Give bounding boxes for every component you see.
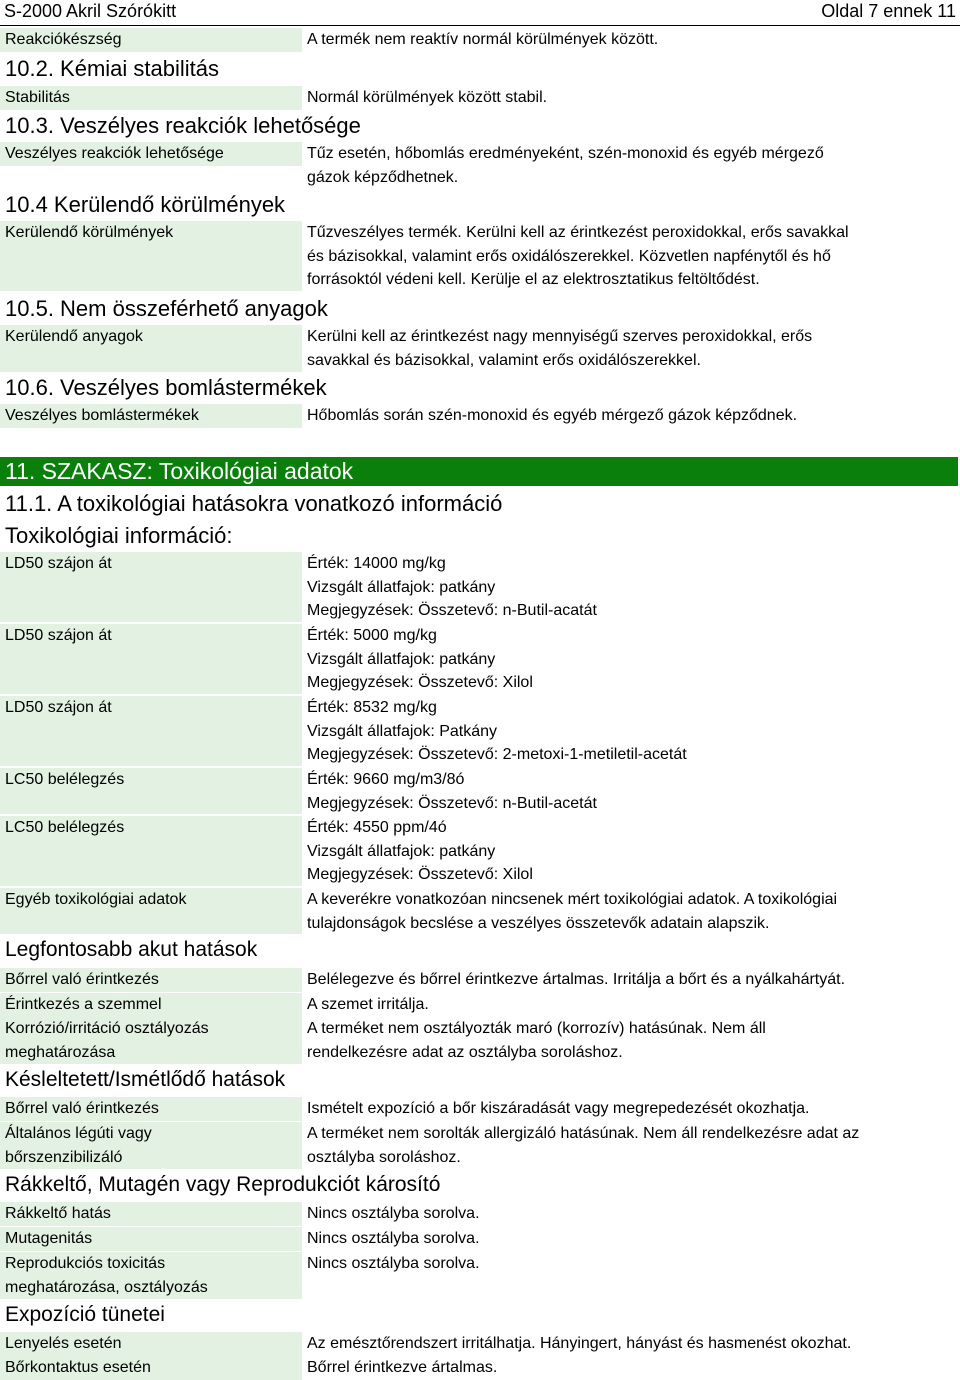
value-line: és bázisokkal, valamint erős oxidálószerekkel. Közvetlen napfénytől és hő [307, 247, 831, 265]
value-line: tulajdonságok becslése a veszélyes összetevők adatain alapszik. [307, 914, 770, 932]
section-11-bar: 11. SZAKASZ: Toxikológiai adatok [0, 457, 958, 486]
row-value: Az emésztőrendszert irritálhatja. Hányingert, hányást és hasmenést okozhat. [307, 1335, 852, 1352]
acute-effects-heading: Legfontosabb akut hatások [5, 938, 258, 961]
row-label: Érintkezés a szemmel [0, 993, 302, 1017]
value-line: Megjegyzések: Összetevő: Xilol [307, 674, 533, 691]
value-line: forrásoktól védeni kell. Kerülje el az elektrosztatikus feltöltődést. [307, 271, 760, 288]
row-value [307, 142, 907, 189]
heading-11-1: 11.1. A toxikológiai hatásokra vonatkozó információ [5, 491, 503, 516]
heading-10-5: 10.5. Nem összeférhető anyagok [5, 296, 328, 321]
row-value [307, 552, 907, 623]
value-line: Vizsgált állatfajok: patkány [307, 650, 496, 668]
row-value: A szemet irritálja. [307, 996, 429, 1013]
value-line: Tűz esetén, hőbomlás eredményeként, szén-monoxid és egyéb mérgező [307, 145, 824, 162]
value-line: Vizsgált állatfajok: Patkány [307, 722, 498, 740]
row-label: Kerülendő körülmények [0, 221, 302, 291]
row-label: LD50 szájon át [0, 552, 302, 622]
heading-10-3: 10.3. Veszélyes reakciók lehetősége [5, 113, 361, 138]
row-label: Bőrrel való érintkezés [0, 1097, 302, 1121]
row-label: Bőrkontaktus esetén [0, 1356, 302, 1380]
row-value [307, 221, 907, 292]
row-label: Rákkeltő hatás [0, 1202, 302, 1226]
label-line: Reprodukciós toxicitás [5, 1255, 166, 1272]
value-line: Érték: 9660 mg/m3/8ó [307, 771, 465, 788]
value-line: osztályba soroláshoz. [307, 1148, 461, 1166]
row-label: LC50 belélegzés [0, 816, 302, 886]
row-value: A termék nem reaktív normál körülmények között. [307, 31, 659, 48]
row-value: Hőbomlás során szén-monoxid és egyéb mérgező gázok képződnek. [307, 407, 798, 424]
row-label [0, 1122, 302, 1169]
row-label: Veszélyes reakciók lehetősége [0, 142, 302, 166]
row-value: Belélegezve és bőrrel érintkezve ártalmas. Irritálja a bőrt és a nyálkahártyát. [307, 971, 846, 988]
value-line: A keverékre vonatkozóan nincsenek mért toxikológiai adatok. A toxikológiai [307, 891, 838, 908]
value-line: A terméket nem sorolták allergizáló hatásúnak. Nem áll rendelkezésre adat az [307, 1125, 860, 1142]
value-line: Érték: 4550 ppm/4ó [307, 819, 447, 836]
row-value [307, 696, 907, 767]
value-line: savakkal és bázisokkal, valamint erős oxidálószerekkel. [307, 351, 701, 369]
row-label: Reakciókészség [0, 28, 302, 52]
value-line: Megjegyzések: Összetevő: Xilol [307, 866, 533, 883]
row-value [307, 768, 907, 815]
value-line: Vizsgált állatfajok: patkány [307, 842, 496, 860]
heading-10-4: 10.4 Kerülendő körülmények [5, 192, 286, 217]
value-line: Vizsgált állatfajok: patkány [307, 578, 496, 596]
row-value: Nincs osztályba sorolva. [307, 1205, 480, 1222]
value-line: Kerülni kell az érintkezést nagy mennyiségű szerves peroxidokkal, erős [307, 328, 813, 345]
value-line: Megjegyzések: Összetevő: n-Butil-acetát [307, 794, 597, 812]
tox-info-heading: Toxikológiai információ: [5, 523, 233, 548]
row-value: Nincs osztályba sorolva. [307, 1230, 480, 1247]
row-label: Stabilitás [0, 86, 302, 110]
label-line: bőrszenzibilizáló [5, 1148, 123, 1166]
row-label: LC50 belélegzés [0, 768, 302, 814]
value-line: Megjegyzések: Összetevő: n-Butil-acatát [307, 602, 597, 619]
label-line: meghatározása, osztályozás [5, 1278, 208, 1296]
row-value: Nincs osztályba sorolva. [307, 1255, 480, 1272]
row-label: Egyéb toxikológiai adatok [0, 888, 302, 934]
row-value: Bőrrel érintkezve ártalmas. [307, 1359, 498, 1376]
row-value [307, 624, 907, 695]
row-label: LD50 szájon át [0, 624, 302, 694]
label-line: Általános légúti vagy [5, 1125, 152, 1142]
row-label: Kerülendő anyagok [0, 325, 302, 372]
row-value [307, 888, 907, 935]
row-label: Bőrrel való érintkezés [0, 968, 302, 992]
value-line: Érték: 14000 mg/kg [307, 555, 446, 572]
delayed-effects-heading: Késleltetett/Ismétlődő hatások [5, 1068, 286, 1091]
heading-10-6: 10.6. Veszélyes bomlástermékek [5, 375, 327, 400]
row-value: Ismételt expozíció a bőr kiszáradását vagy megrepedezését okozhatja. [307, 1100, 810, 1117]
value-line: A terméket nem osztályozták maró (korrozív) hatásúnak. Nem áll [307, 1020, 766, 1037]
label-line: Korrózió/irritáció osztályozás [5, 1020, 209, 1037]
row-label: Veszélyes bomlástermékek [0, 404, 302, 428]
value-line: Érték: 8532 mg/kg [307, 699, 437, 716]
value-line: gázok képződhetnek. [307, 168, 459, 186]
value-line: Megjegyzések: Összetevő: 2-metoxi-1-metiletil-acetát [307, 746, 687, 763]
cmr-heading: Rákkeltő, Mutagén vagy Reprodukciót károsító [5, 1173, 441, 1196]
row-value [307, 816, 907, 887]
row-label [0, 1252, 302, 1299]
row-value: Normál körülmények között stabil. [307, 89, 548, 106]
page-number: Oldal 7 ennek 11 [821, 1, 956, 21]
document-title: S-2000 Akril Szórókitt [4, 1, 177, 21]
value-line: rendelkezésre adat az osztályba soroláshoz. [307, 1043, 623, 1061]
value-line: Érték: 5000 mg/kg [307, 627, 437, 644]
row-value [307, 1122, 907, 1169]
value-line: Tűzveszélyes termék. Kerülni kell az érintkezést peroxidokkal, erős savakkal [307, 224, 849, 241]
label-line: meghatározása [5, 1043, 116, 1061]
row-value [307, 325, 907, 372]
row-label: LD50 szájon át [0, 696, 302, 766]
heading-10-2: 10.2. Kémiai stabilitás [5, 56, 219, 81]
page-header [0, 0, 960, 26]
row-label: Mutagenitás [0, 1227, 302, 1251]
row-label: Lenyelés esetén [0, 1332, 302, 1356]
row-value [307, 1017, 907, 1064]
exposure-heading: Expozíció tünetei [5, 1303, 165, 1326]
row-label [0, 1017, 302, 1064]
